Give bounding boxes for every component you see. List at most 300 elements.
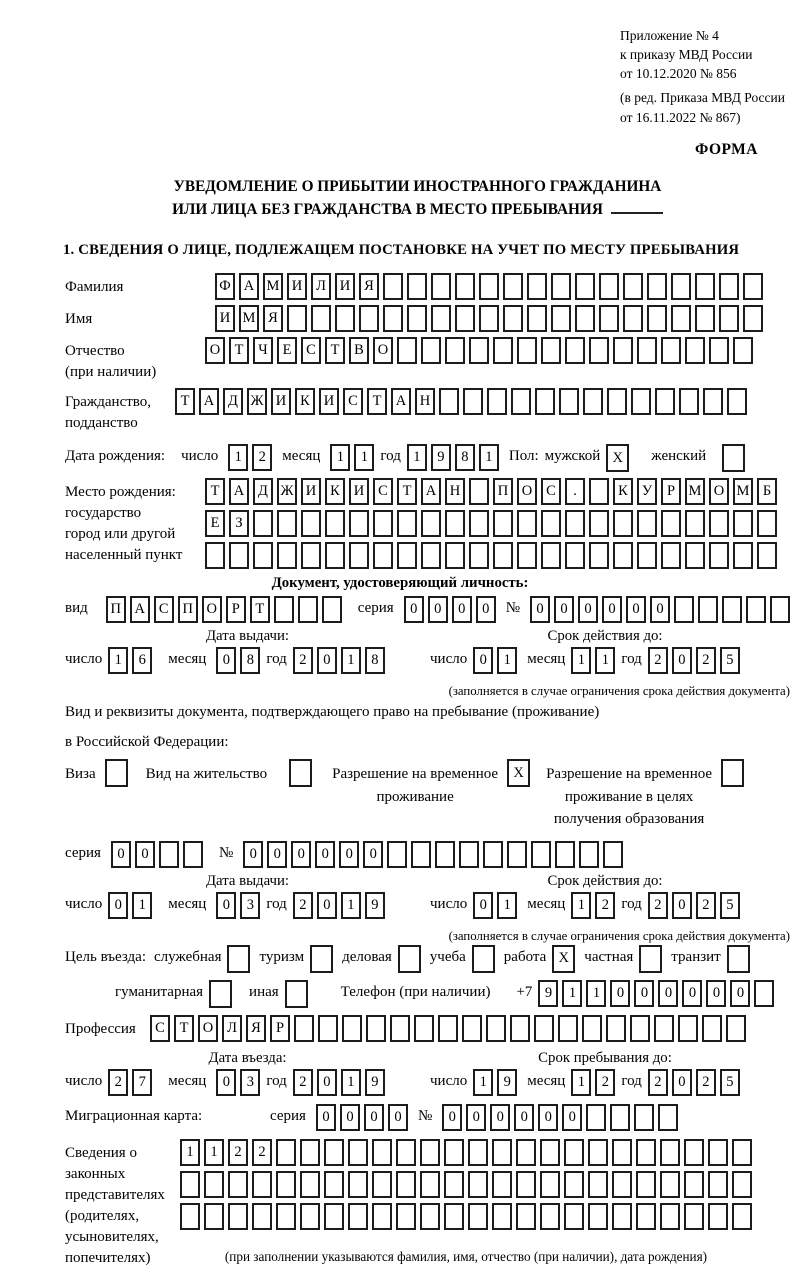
char-cell[interactable]: Я — [359, 273, 379, 300]
char-cell[interactable]: 1 — [341, 892, 361, 919]
checkbox-purpose-official[interactable] — [227, 945, 250, 973]
char-cell[interactable] — [541, 542, 561, 569]
char-cell[interactable] — [228, 1203, 248, 1230]
char-cell[interactable] — [679, 388, 699, 415]
char-cell[interactable] — [671, 273, 691, 300]
char-cell[interactable]: К — [613, 478, 633, 505]
char-cell[interactable]: П — [106, 596, 126, 623]
char-cell[interactable] — [324, 1203, 344, 1230]
char-cell[interactable]: Т — [367, 388, 387, 415]
char-cell[interactable]: 0 — [108, 892, 128, 919]
char-cell[interactable]: М — [239, 305, 259, 332]
char-cell[interactable]: И — [335, 273, 355, 300]
char-cell[interactable] — [660, 1171, 680, 1198]
char-cell[interactable] — [733, 337, 753, 364]
char-cell[interactable] — [396, 1171, 416, 1198]
char-cell[interactable] — [719, 305, 739, 332]
char-cell[interactable] — [301, 542, 321, 569]
char-cell[interactable]: О — [198, 1015, 218, 1042]
char-cell[interactable]: 1 — [479, 444, 499, 471]
char-cell[interactable]: У — [637, 478, 657, 505]
checkbox-male[interactable]: X — [606, 444, 629, 472]
char-cell[interactable] — [671, 305, 691, 332]
char-cell[interactable] — [372, 1171, 392, 1198]
char-cell[interactable]: 5 — [720, 647, 740, 674]
char-cell[interactable] — [540, 1139, 560, 1166]
char-cell[interactable] — [565, 510, 585, 537]
char-cell[interactable]: М — [733, 478, 753, 505]
char-cell[interactable] — [444, 1171, 464, 1198]
char-cell[interactable] — [459, 841, 479, 868]
char-cell[interactable]: 9 — [431, 444, 451, 471]
char-cell[interactable] — [503, 273, 523, 300]
char-cell[interactable] — [517, 510, 537, 537]
char-cell[interactable] — [527, 305, 547, 332]
char-cell[interactable]: 0 — [562, 1104, 582, 1131]
char-cell[interactable] — [551, 305, 571, 332]
char-cell[interactable] — [253, 542, 273, 569]
char-cell[interactable] — [438, 1015, 458, 1042]
char-cell[interactable]: 1 — [341, 647, 361, 674]
char-cell[interactable] — [702, 1015, 722, 1042]
char-cell[interactable] — [396, 1139, 416, 1166]
char-cell[interactable] — [414, 1015, 434, 1042]
char-cell[interactable]: 9 — [497, 1069, 517, 1096]
char-cell[interactable]: 0 — [682, 980, 702, 1007]
checkbox-purpose-work[interactable]: X — [552, 945, 575, 973]
char-cell[interactable] — [516, 1139, 536, 1166]
char-cell[interactable]: 0 — [554, 596, 574, 623]
checkbox-purpose-private[interactable] — [639, 945, 662, 973]
char-cell[interactable]: 2 — [252, 1139, 272, 1166]
char-cell[interactable] — [390, 1015, 410, 1042]
char-cell[interactable]: 9 — [365, 1069, 385, 1096]
char-cell[interactable] — [612, 1203, 632, 1230]
char-cell[interactable]: А — [421, 478, 441, 505]
char-cell[interactable] — [324, 1171, 344, 1198]
char-cell[interactable]: Ж — [247, 388, 267, 415]
char-cell[interactable]: 0 — [473, 892, 493, 919]
char-cell[interactable]: 0 — [317, 892, 337, 919]
char-cell[interactable]: И — [349, 478, 369, 505]
char-cell[interactable] — [534, 1015, 554, 1042]
char-cell[interactable] — [276, 1171, 296, 1198]
char-cell[interactable] — [647, 305, 667, 332]
char-cell[interactable] — [575, 273, 595, 300]
char-cell[interactable] — [732, 1171, 752, 1198]
checkbox-residence-permit[interactable] — [289, 759, 312, 787]
char-cell[interactable]: 0 — [672, 647, 692, 674]
char-cell[interactable] — [372, 1203, 392, 1230]
char-cell[interactable] — [630, 1015, 650, 1042]
char-cell[interactable]: 0 — [340, 1104, 360, 1131]
char-cell[interactable] — [757, 510, 777, 537]
char-cell[interactable]: 2 — [696, 647, 716, 674]
char-cell[interactable] — [421, 337, 441, 364]
char-cell[interactable]: Н — [445, 478, 465, 505]
char-cell[interactable]: 7 — [132, 1069, 152, 1096]
char-cell[interactable] — [517, 337, 537, 364]
char-cell[interactable] — [575, 305, 595, 332]
char-cell[interactable]: 0 — [706, 980, 726, 1007]
char-cell[interactable] — [623, 273, 643, 300]
char-cell[interactable]: 8 — [240, 647, 260, 674]
char-cell[interactable] — [294, 1015, 314, 1042]
char-cell[interactable]: 1 — [132, 892, 152, 919]
char-cell[interactable] — [555, 841, 575, 868]
char-cell[interactable]: 0 — [672, 892, 692, 919]
char-cell[interactable] — [493, 337, 513, 364]
char-cell[interactable]: К — [295, 388, 315, 415]
char-cell[interactable]: А — [199, 388, 219, 415]
char-cell[interactable] — [455, 273, 475, 300]
char-cell[interactable] — [636, 1203, 656, 1230]
char-cell[interactable] — [709, 542, 729, 569]
char-cell[interactable] — [420, 1139, 440, 1166]
char-cell[interactable]: 9 — [365, 892, 385, 919]
char-cell[interactable] — [661, 510, 681, 537]
char-cell[interactable]: Т — [205, 478, 225, 505]
checkbox-purpose-tourism[interactable] — [310, 945, 333, 973]
char-cell[interactable] — [228, 1171, 248, 1198]
char-cell[interactable] — [695, 273, 715, 300]
char-cell[interactable] — [607, 388, 627, 415]
char-cell[interactable]: 1 — [571, 647, 591, 674]
char-cell[interactable] — [732, 1203, 752, 1230]
char-cell[interactable]: 1 — [473, 1069, 493, 1096]
char-cell[interactable] — [468, 1171, 488, 1198]
char-cell[interactable] — [311, 305, 331, 332]
char-cell[interactable]: 2 — [595, 1069, 615, 1096]
char-cell[interactable]: 6 — [132, 647, 152, 674]
char-cell[interactable]: . — [565, 478, 585, 505]
char-cell[interactable] — [183, 841, 203, 868]
char-cell[interactable] — [586, 1104, 606, 1131]
char-cell[interactable] — [276, 1139, 296, 1166]
char-cell[interactable] — [565, 337, 585, 364]
char-cell[interactable] — [387, 841, 407, 868]
char-cell[interactable] — [709, 337, 729, 364]
char-cell[interactable]: 2 — [108, 1069, 128, 1096]
char-cell[interactable]: М — [263, 273, 283, 300]
char-cell[interactable]: 2 — [648, 892, 668, 919]
char-cell[interactable] — [540, 1171, 560, 1198]
char-cell[interactable]: 0 — [473, 647, 493, 674]
char-cell[interactable] — [435, 841, 455, 868]
char-cell[interactable]: 8 — [365, 647, 385, 674]
char-cell[interactable] — [540, 1203, 560, 1230]
char-cell[interactable] — [324, 1139, 344, 1166]
char-cell[interactable]: 0 — [315, 841, 335, 868]
char-cell[interactable] — [674, 596, 694, 623]
char-cell[interactable] — [613, 542, 633, 569]
char-cell[interactable] — [421, 542, 441, 569]
char-cell[interactable] — [634, 1104, 654, 1131]
char-cell[interactable]: А — [391, 388, 411, 415]
char-cell[interactable]: Л — [222, 1015, 242, 1042]
char-cell[interactable]: 0 — [672, 1069, 692, 1096]
char-cell[interactable] — [726, 1015, 746, 1042]
char-cell[interactable] — [301, 510, 321, 537]
char-cell[interactable] — [159, 841, 179, 868]
char-cell[interactable] — [204, 1203, 224, 1230]
char-cell[interactable]: 1 — [595, 647, 615, 674]
char-cell[interactable]: А — [229, 478, 249, 505]
char-cell[interactable]: 2 — [228, 1139, 248, 1166]
char-cell[interactable] — [589, 542, 609, 569]
char-cell[interactable] — [493, 542, 513, 569]
char-cell[interactable] — [469, 337, 489, 364]
char-cell[interactable] — [732, 1139, 752, 1166]
char-cell[interactable]: 1 — [108, 647, 128, 674]
char-cell[interactable]: 2 — [648, 1069, 668, 1096]
char-cell[interactable] — [335, 305, 355, 332]
char-cell[interactable] — [469, 542, 489, 569]
char-cell[interactable]: Ж — [277, 478, 297, 505]
char-cell[interactable] — [439, 388, 459, 415]
char-cell[interactable]: 1 — [407, 444, 427, 471]
char-cell[interactable] — [541, 510, 561, 537]
char-cell[interactable]: 9 — [538, 980, 558, 1007]
char-cell[interactable] — [708, 1203, 728, 1230]
char-cell[interactable]: Р — [226, 596, 246, 623]
char-cell[interactable]: Л — [311, 273, 331, 300]
char-cell[interactable]: Н — [415, 388, 435, 415]
char-cell[interactable] — [372, 1139, 392, 1166]
char-cell[interactable] — [770, 596, 790, 623]
char-cell[interactable]: 2 — [696, 1069, 716, 1096]
char-cell[interactable]: С — [373, 478, 393, 505]
char-cell[interactable]: 0 — [216, 1069, 236, 1096]
char-cell[interactable] — [535, 388, 555, 415]
char-cell[interactable] — [660, 1203, 680, 1230]
char-cell[interactable] — [407, 273, 427, 300]
char-cell[interactable] — [612, 1171, 632, 1198]
char-cell[interactable] — [623, 305, 643, 332]
char-cell[interactable] — [733, 510, 753, 537]
char-cell[interactable] — [318, 1015, 338, 1042]
char-cell[interactable] — [588, 1139, 608, 1166]
char-cell[interactable] — [300, 1139, 320, 1166]
char-cell[interactable]: 2 — [252, 444, 272, 471]
checkbox-temp-residence[interactable]: X — [507, 759, 530, 787]
char-cell[interactable]: 8 — [455, 444, 475, 471]
char-cell[interactable] — [684, 1203, 704, 1230]
char-cell[interactable] — [658, 1104, 678, 1131]
char-cell[interactable] — [252, 1203, 272, 1230]
char-cell[interactable] — [462, 1015, 482, 1042]
char-cell[interactable]: 2 — [595, 892, 615, 919]
char-cell[interactable] — [503, 305, 523, 332]
char-cell[interactable] — [588, 1171, 608, 1198]
char-cell[interactable] — [493, 510, 513, 537]
char-cell[interactable] — [287, 305, 307, 332]
char-cell[interactable]: И — [301, 478, 321, 505]
char-cell[interactable] — [637, 510, 657, 537]
char-cell[interactable]: 0 — [291, 841, 311, 868]
char-cell[interactable]: 0 — [530, 596, 550, 623]
char-cell[interactable]: 0 — [634, 980, 654, 1007]
char-cell[interactable] — [588, 1203, 608, 1230]
char-cell[interactable] — [445, 542, 465, 569]
char-cell[interactable]: Я — [263, 305, 283, 332]
char-cell[interactable] — [469, 478, 489, 505]
char-cell[interactable] — [647, 273, 667, 300]
char-cell[interactable]: Т — [175, 388, 195, 415]
char-cell[interactable] — [654, 1015, 674, 1042]
char-cell[interactable]: 0 — [578, 596, 598, 623]
char-cell[interactable] — [589, 510, 609, 537]
char-cell[interactable] — [348, 1171, 368, 1198]
char-cell[interactable]: 0 — [602, 596, 622, 623]
char-cell[interactable]: Д — [223, 388, 243, 415]
char-cell[interactable] — [383, 305, 403, 332]
char-cell[interactable]: 0 — [243, 841, 263, 868]
char-cell[interactable]: С — [541, 478, 561, 505]
char-cell[interactable]: 0 — [339, 841, 359, 868]
char-cell[interactable] — [582, 1015, 602, 1042]
char-cell[interactable] — [558, 1015, 578, 1042]
char-cell[interactable] — [579, 841, 599, 868]
char-cell[interactable]: С — [154, 596, 174, 623]
char-cell[interactable]: С — [343, 388, 363, 415]
char-cell[interactable] — [479, 273, 499, 300]
char-cell[interactable]: Т — [397, 478, 417, 505]
char-cell[interactable] — [325, 542, 345, 569]
char-cell[interactable] — [325, 510, 345, 537]
char-cell[interactable] — [373, 542, 393, 569]
char-cell[interactable] — [510, 1015, 530, 1042]
char-cell[interactable]: 0 — [442, 1104, 462, 1131]
char-cell[interactable] — [685, 337, 705, 364]
char-cell[interactable] — [599, 305, 619, 332]
char-cell[interactable]: 1 — [341, 1069, 361, 1096]
char-cell[interactable] — [684, 1171, 704, 1198]
char-cell[interactable] — [180, 1203, 200, 1230]
char-cell[interactable] — [661, 542, 681, 569]
char-cell[interactable]: К — [325, 478, 345, 505]
char-cell[interactable] — [551, 273, 571, 300]
char-cell[interactable] — [527, 273, 547, 300]
char-cell[interactable]: 0 — [514, 1104, 534, 1131]
char-cell[interactable]: З — [229, 510, 249, 537]
char-cell[interactable]: 0 — [428, 596, 448, 623]
char-cell[interactable] — [599, 273, 619, 300]
char-cell[interactable]: В — [349, 337, 369, 364]
char-cell[interactable]: И — [271, 388, 291, 415]
char-cell[interactable] — [463, 388, 483, 415]
char-cell[interactable] — [349, 542, 369, 569]
checkbox-purpose-humanitarian[interactable] — [209, 980, 232, 1008]
char-cell[interactable] — [655, 388, 675, 415]
char-cell[interactable]: Р — [661, 478, 681, 505]
char-cell[interactable]: 1 — [586, 980, 606, 1007]
char-cell[interactable] — [349, 510, 369, 537]
char-cell[interactable]: 0 — [404, 596, 424, 623]
char-cell[interactable]: 1 — [354, 444, 374, 471]
char-cell[interactable]: 1 — [571, 1069, 591, 1096]
char-cell[interactable]: Т — [174, 1015, 194, 1042]
char-cell[interactable]: 0 — [316, 1104, 336, 1131]
char-cell[interactable] — [407, 305, 427, 332]
char-cell[interactable]: 0 — [364, 1104, 384, 1131]
char-cell[interactable] — [612, 1139, 632, 1166]
char-cell[interactable] — [411, 841, 431, 868]
char-cell[interactable] — [445, 510, 465, 537]
char-cell[interactable] — [229, 542, 249, 569]
char-cell[interactable] — [479, 305, 499, 332]
char-cell[interactable] — [743, 305, 763, 332]
char-cell[interactable] — [678, 1015, 698, 1042]
char-cell[interactable] — [589, 337, 609, 364]
char-cell[interactable] — [507, 841, 527, 868]
char-cell[interactable] — [685, 542, 705, 569]
char-cell[interactable] — [455, 305, 475, 332]
checkbox-temp-residence-education[interactable] — [721, 759, 744, 787]
char-cell[interactable]: 5 — [720, 1069, 740, 1096]
char-cell[interactable] — [703, 388, 723, 415]
char-cell[interactable]: 3 — [240, 1069, 260, 1096]
char-cell[interactable] — [564, 1171, 584, 1198]
char-cell[interactable]: М — [685, 478, 705, 505]
checkbox-female[interactable] — [722, 444, 745, 472]
char-cell[interactable]: А — [239, 273, 259, 300]
char-cell[interactable] — [300, 1203, 320, 1230]
char-cell[interactable]: 0 — [610, 980, 630, 1007]
char-cell[interactable] — [469, 510, 489, 537]
char-cell[interactable]: 0 — [216, 892, 236, 919]
char-cell[interactable]: 1 — [571, 892, 591, 919]
char-cell[interactable] — [637, 337, 657, 364]
char-cell[interactable] — [541, 337, 561, 364]
char-cell[interactable] — [613, 510, 633, 537]
char-cell[interactable] — [445, 337, 465, 364]
char-cell[interactable] — [252, 1171, 272, 1198]
char-cell[interactable] — [660, 1139, 680, 1166]
char-cell[interactable]: П — [178, 596, 198, 623]
char-cell[interactable] — [300, 1171, 320, 1198]
char-cell[interactable] — [516, 1203, 536, 1230]
char-cell[interactable] — [746, 596, 766, 623]
char-cell[interactable] — [483, 841, 503, 868]
char-cell[interactable] — [431, 305, 451, 332]
char-cell[interactable] — [757, 542, 777, 569]
char-cell[interactable] — [421, 510, 441, 537]
char-cell[interactable] — [444, 1139, 464, 1166]
char-cell[interactable] — [684, 1139, 704, 1166]
char-cell[interactable] — [486, 1015, 506, 1042]
char-cell[interactable]: Ф — [215, 273, 235, 300]
char-cell[interactable]: П — [493, 478, 513, 505]
char-cell[interactable]: Е — [277, 337, 297, 364]
char-cell[interactable]: 0 — [538, 1104, 558, 1131]
char-cell[interactable]: 0 — [658, 980, 678, 1007]
char-cell[interactable]: Т — [325, 337, 345, 364]
char-cell[interactable]: Я — [246, 1015, 266, 1042]
char-cell[interactable] — [613, 337, 633, 364]
char-cell[interactable] — [564, 1139, 584, 1166]
char-cell[interactable]: 1 — [204, 1139, 224, 1166]
char-cell[interactable]: 0 — [490, 1104, 510, 1131]
char-cell[interactable] — [468, 1203, 488, 1230]
char-cell[interactable] — [348, 1203, 368, 1230]
char-cell[interactable]: О — [517, 478, 537, 505]
char-cell[interactable] — [204, 1171, 224, 1198]
char-cell[interactable] — [366, 1015, 386, 1042]
char-cell[interactable]: 3 — [240, 892, 260, 919]
char-cell[interactable]: Б — [757, 478, 777, 505]
char-cell[interactable]: С — [150, 1015, 170, 1042]
